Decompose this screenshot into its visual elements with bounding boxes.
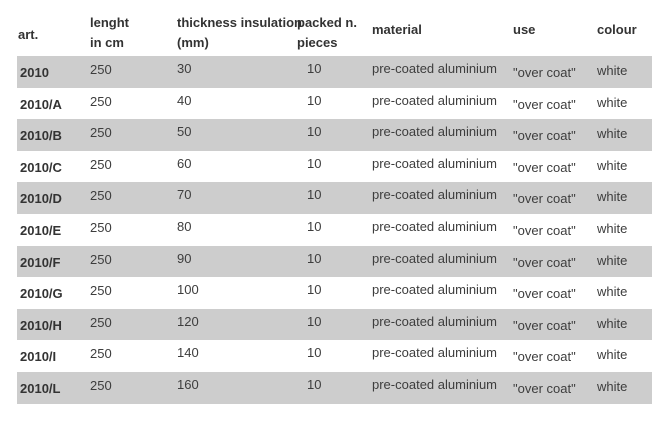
table-row: [17, 88, 652, 120]
cell-length: 250: [90, 219, 112, 235]
cell-material: pre-coated aluminium: [372, 376, 498, 392]
cell-colour: white: [597, 315, 628, 331]
column-header-length: [90, 0, 177, 56]
cell-colour: white: [597, 220, 628, 236]
cell-colour: white: [597, 347, 628, 363]
cell-colour: white: [597, 378, 628, 394]
cell-art: 2010/F: [20, 254, 61, 270]
cell-thickness: 160: [177, 376, 199, 392]
cell-packed: 10: [307, 282, 322, 298]
cell-colour: white: [597, 252, 628, 268]
cell-use: "over coat": [513, 286, 576, 302]
column-header-length-line1: lenght: [90, 15, 129, 30]
cell-material: pre-coated aluminium: [372, 218, 498, 234]
cell-art: 2010/H: [20, 317, 62, 333]
cell-use: "over coat": [513, 159, 576, 175]
cell-use: "over coat": [513, 65, 576, 80]
cell-material: pre-coated aluminium: [372, 124, 498, 140]
cell-packed: 10: [307, 187, 322, 203]
table-row: [17, 119, 652, 151]
cell-length: 250: [90, 251, 112, 267]
column-header-thickness-line2: (mm): [177, 35, 209, 50]
cell-packed: 10: [307, 250, 322, 266]
cell-art: 2010/D: [20, 191, 62, 207]
cell-material: pre-coated aluminium: [372, 250, 498, 266]
cell-material: pre-coated aluminium: [372, 92, 498, 108]
cell-material: pre-coated aluminium: [372, 282, 498, 298]
cell-colour: white: [597, 63, 628, 78]
column-header-packed: [297, 0, 372, 56]
cell-length: 250: [90, 377, 112, 393]
cell-length: 250: [90, 283, 112, 299]
table-row: [17, 309, 652, 341]
cell-packed: 10: [307, 61, 322, 76]
table-row: [17, 56, 652, 88]
cell-length: 250: [90, 156, 112, 172]
cell-packed: 10: [307, 124, 322, 140]
table-row: [17, 214, 652, 246]
table-row: [17, 340, 652, 372]
cell-colour: white: [597, 94, 628, 110]
cell-use: "over coat": [513, 96, 576, 112]
cell-use: "over coat": [513, 349, 576, 365]
table-row: [17, 182, 652, 214]
cell-packed: 10: [307, 92, 322, 108]
cell-colour: white: [597, 284, 628, 300]
table-row: [17, 151, 652, 183]
cell-length: 250: [90, 93, 112, 109]
cell-thickness: 60: [177, 155, 192, 171]
cell-material: pre-coated aluminium: [372, 61, 498, 76]
column-header-packed-line2: pieces: [297, 35, 338, 50]
column-header-length-line2: in cm: [90, 35, 124, 50]
cell-art: 2010/I: [20, 349, 57, 365]
cell-material: pre-coated aluminium: [372, 313, 498, 329]
column-header-thickness-line1: thickness insulation: [177, 15, 302, 30]
table-row: [17, 277, 652, 309]
column-header-use: use: [513, 22, 536, 37]
table-header-row: [17, 0, 652, 56]
cell-length: 250: [90, 62, 112, 77]
cell-thickness: 90: [177, 250, 192, 266]
cell-packed: 10: [307, 376, 322, 392]
cell-use: "over coat": [513, 317, 576, 333]
cell-art: 2010: [20, 65, 49, 80]
cell-material: pre-coated aluminium: [372, 345, 498, 361]
cell-art: 2010/G: [20, 286, 63, 302]
cell-packed: 10: [307, 218, 322, 234]
cell-length: 250: [90, 125, 112, 141]
cell-art: 2010/A: [20, 96, 62, 112]
cell-thickness: 140: [177, 345, 199, 361]
cell-art: 2010/L: [20, 380, 61, 396]
cell-length: 250: [90, 314, 112, 330]
cell-use: "over coat": [513, 191, 576, 207]
cell-material: pre-coated aluminium: [372, 187, 498, 203]
cell-art: 2010/E: [20, 222, 62, 238]
cell-thickness: 30: [177, 61, 192, 76]
cell-thickness: 70: [177, 187, 192, 203]
cell-thickness: 50: [177, 124, 192, 140]
column-header-art: art.: [18, 27, 39, 42]
column-header-thickness: [177, 0, 302, 56]
cell-thickness: 120: [177, 313, 199, 329]
column-header-packed-line1: packed n.: [297, 15, 357, 30]
cell-length: 250: [90, 188, 112, 204]
cell-use: "over coat": [513, 222, 576, 238]
cell-use: "over coat": [513, 128, 576, 144]
cell-packed: 10: [307, 345, 322, 361]
cell-use: "over coat": [513, 254, 576, 270]
cell-art: 2010/B: [20, 128, 62, 144]
cell-material: pre-coated aluminium: [372, 155, 498, 171]
cell-packed: 10: [307, 313, 322, 329]
cell-art: 2010/C: [20, 159, 62, 175]
table-body: [17, 56, 652, 404]
cell-colour: white: [597, 126, 628, 142]
cell-thickness: 100: [177, 282, 199, 298]
cell-thickness: 80: [177, 218, 192, 234]
column-header-material: material: [372, 22, 422, 37]
cell-colour: white: [597, 189, 628, 205]
column-header-colour: colour: [597, 22, 637, 37]
cell-colour: white: [597, 157, 628, 173]
table-row: [17, 372, 652, 404]
cell-length: 250: [90, 346, 112, 362]
table-row: [17, 246, 652, 278]
cell-use: "over coat": [513, 380, 576, 396]
spec-table: [17, 0, 652, 404]
cell-packed: 10: [307, 155, 322, 171]
cell-thickness: 40: [177, 92, 192, 108]
